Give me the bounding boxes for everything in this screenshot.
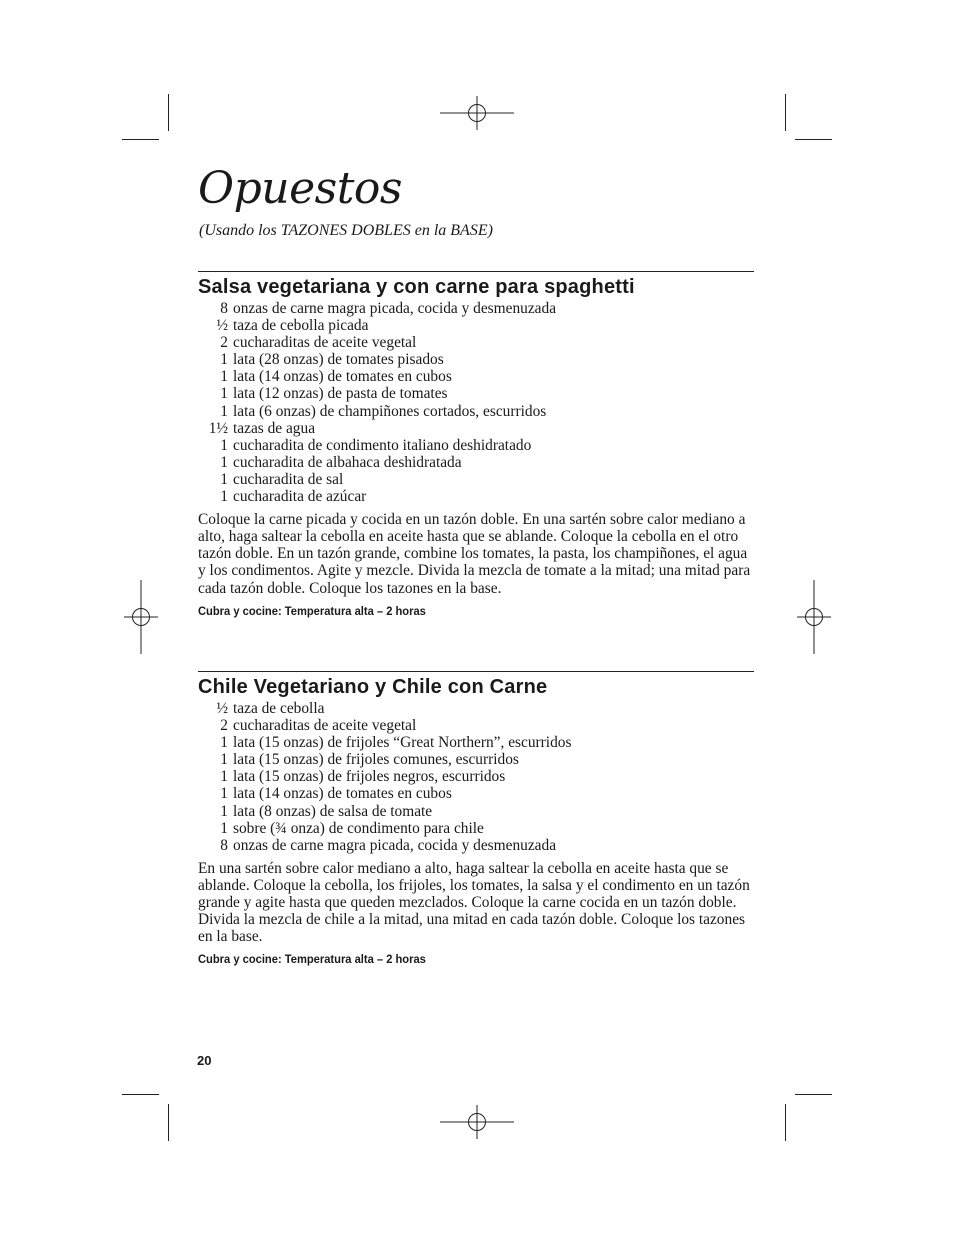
- ingredient-text: lata (12 onzas) de pasta de tomates: [233, 385, 448, 403]
- ingredient-item: [198, 334, 754, 351]
- registration-mark-bottom-icon: [440, 1085, 514, 1159]
- registration-mark-right-icon: [777, 580, 851, 654]
- ingredient-quantity: ½: [216, 700, 228, 717]
- ingredient-quantity: 1: [220, 453, 228, 471]
- ingredient-quantity: 1: [220, 751, 228, 769]
- ingredient-text: lata (28 onzas) de tomates pisados: [233, 351, 444, 369]
- ingredient-quantity: 1: [220, 488, 228, 506]
- ingredient-item: [198, 385, 754, 402]
- crop-mark-bottom-left-vertical: [168, 1104, 169, 1141]
- registration-mark-left-icon: [104, 580, 178, 654]
- section-rule: [198, 271, 754, 272]
- ingredient-quantity: 1: [220, 768, 228, 786]
- ingredient-text: tazas de agua: [233, 419, 316, 437]
- ingredient-quantity: 2: [220, 334, 228, 352]
- cook-instructions: Cubra y cocine: Temperatura alta – 2 horas: [198, 603, 426, 618]
- ingredient-item: [198, 820, 754, 837]
- recipe-instructions: Coloque la carne picada y cocida en un tazón doble. En una sartén sobre calor mediano a alto, haga saltear la cebolla en aceite hasta que se ablande. Coloque la cebolla en el otro tazón doble. En un tazón grande, combine los tomates, la pasta, los champiñones, el agua y los condimentos. Agite y mezcle. Divida la mezcla de tomate a la mitad; una mitad para cada tazón doble. Coloque los tazones en la base.: [198, 511, 751, 597]
- ingredient-text: sobre (¾ onza) de condimento para chile: [233, 819, 484, 837]
- ingredient-item: [198, 837, 754, 854]
- ingredient-item: [198, 437, 754, 454]
- ingredient-text: lata (14 onzas) de tomates en cubos: [233, 368, 452, 386]
- ingredient-quantity: 1: [220, 470, 228, 488]
- ingredient-item: [198, 751, 754, 768]
- ingredient-item: [198, 471, 754, 488]
- ingredient-text: cucharadita de azúcar: [233, 488, 367, 506]
- ingredient-text: cucharadita de sal: [233, 470, 344, 488]
- ingredient-text: cucharadita de condimento italiano deshidratado: [233, 436, 532, 454]
- ingredient-quantity: 8: [220, 836, 228, 854]
- page-number: 20: [197, 1053, 212, 1068]
- crop-mark-bottom-left-horizontal: [122, 1094, 159, 1095]
- ingredient-text: lata (15 onzas) de frijoles negros, escurridos: [233, 768, 506, 786]
- ingredient-quantity: 1: [220, 436, 228, 454]
- ingredient-item: [198, 700, 754, 717]
- ingredient-text: onzas de carne magra picada, cocida y desmenuzada: [233, 836, 557, 854]
- ingredient-text: lata (14 onzas) de tomates en cubos: [233, 785, 452, 803]
- crop-mark-bottom-right-vertical: [785, 1104, 786, 1141]
- ingredient-text: cucharaditas de aceite vegetal: [233, 717, 417, 735]
- section-rule: [198, 671, 754, 672]
- ingredient-quantity: 2: [220, 717, 228, 735]
- crop-mark-top-left-vertical: [168, 94, 169, 131]
- ingredient-item: [198, 803, 754, 820]
- registration-mark-top-icon: [440, 76, 514, 150]
- crop-mark-top-left-horizontal: [122, 139, 159, 140]
- ingredient-item: [198, 785, 754, 802]
- ingredient-text: lata (15 onzas) de frijoles comunes, escurridos: [233, 751, 519, 769]
- ingredient-item: [198, 351, 754, 368]
- crop-mark-top-right-vertical: [785, 94, 786, 131]
- ingredient-text: lata (15 onzas) de frijoles “Great Northern”, escurridos: [233, 734, 572, 752]
- ingredient-quantity: 1: [220, 734, 228, 752]
- ingredient-item: [198, 420, 754, 437]
- crop-mark-bottom-right-horizontal: [795, 1094, 832, 1095]
- ingredient-item: [198, 300, 754, 317]
- page-title: Opuestos: [198, 163, 402, 214]
- ingredient-quantity: 1: [220, 785, 228, 803]
- ingredient-quantity: 1: [220, 402, 228, 420]
- ingredient-quantity: 1: [220, 351, 228, 369]
- ingredient-item: [198, 717, 754, 734]
- recipe-title: Chile Vegetariano y Chile con Carne: [198, 676, 548, 698]
- ingredient-item: [198, 454, 754, 471]
- page-subtitle: (Usando los TAZONES DOBLES en la BASE): [199, 222, 493, 239]
- ingredient-text: taza de cebolla picada: [233, 317, 369, 335]
- ingredient-text: lata (6 onzas) de champiñones cortados, escurridos: [233, 402, 547, 420]
- ingredient-text: cucharadita de albahaca deshidratada: [233, 453, 462, 471]
- ingredient-quantity: 8: [220, 300, 228, 317]
- cook-instructions: Cubra y cocine: Temperatura alta – 2 horas: [198, 952, 426, 967]
- ingredient-quantity: 1: [220, 368, 228, 386]
- recipe-title: Salsa vegetariana y con carne para spaghetti: [198, 276, 635, 298]
- ingredient-item: [198, 768, 754, 785]
- recipe-instructions: En una sartén sobre calor mediano a alto, haga saltear la cebolla en aceite hasta que se ablande. Coloque la cebolla, los frijoles, los tomates, la salsa y el condimento en un tazón grande y agite hasta que queden mezclados. Coloque la carne cocida en un tazón doble. Divida la mezcla de chile a la mitad, una mitad en cada tazón doble. Coloque los tazones en la base.: [198, 859, 750, 946]
- recipe-spaghetti-sauce: [198, 271, 754, 619]
- ingredient-text: lata (8 onzas) de salsa de tomate: [233, 802, 433, 820]
- ingredient-quantity: 1: [220, 802, 228, 820]
- ingredient-quantity: 1½: [208, 419, 228, 437]
- ingredient-text: taza de cebolla: [233, 700, 325, 717]
- ingredient-quantity: 1: [220, 819, 228, 837]
- recipe-chili: [198, 671, 754, 967]
- ingredient-item: [198, 734, 754, 751]
- ingredient-quantity: 1: [220, 385, 228, 403]
- ingredient-quantity: ½: [216, 317, 228, 335]
- ingredient-item: [198, 403, 754, 420]
- ingredient-text: cucharaditas de aceite vegetal: [233, 334, 417, 352]
- ingredient-item: [198, 317, 754, 334]
- ingredient-list: [198, 300, 754, 505]
- ingredient-item: [198, 368, 754, 385]
- ingredient-item: [198, 488, 754, 505]
- ingredient-list: [198, 700, 754, 854]
- ingredient-text: onzas de carne magra picada, cocida y desmenuzada: [233, 300, 557, 317]
- crop-mark-top-right-horizontal: [795, 139, 832, 140]
